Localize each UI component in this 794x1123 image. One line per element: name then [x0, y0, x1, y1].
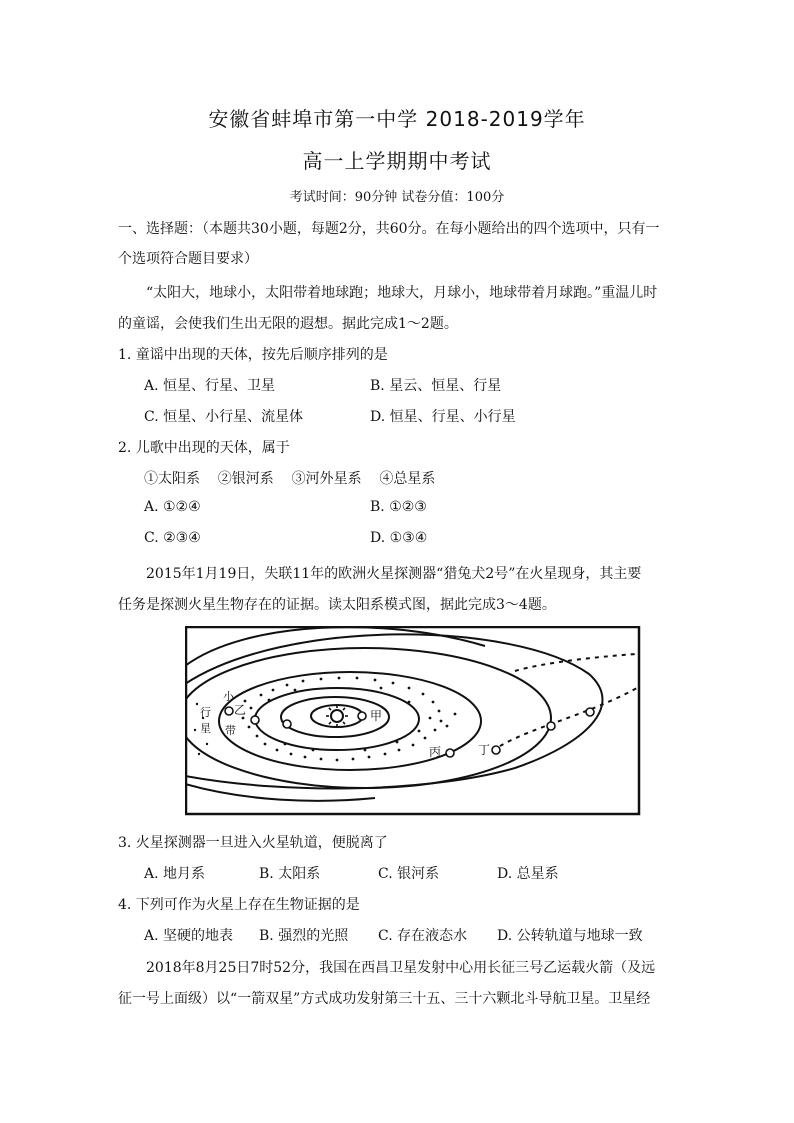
question-3-option-a: A. 地月系 [144, 866, 206, 882]
question-2-option-a: A. ①②④ [144, 499, 201, 515]
question-1-option-c: C. 恒星、小行星、流星体 [144, 409, 304, 425]
passage-1-line-1: “太阳大，地球小，太阳带着地球跑；地球大，月球小，地球带着月球跑。”重温儿时 [146, 285, 658, 301]
planet-bing [446, 749, 454, 757]
question-4-option-d: D. 公转轨道与地球一致 [497, 928, 643, 944]
passage-3-line-1: 2018年8月25日7时52分，我国在西昌卫星发射中心用长征三号乙运载火箭（及远 [146, 960, 656, 976]
sun-icon [331, 710, 343, 722]
planet-ding [492, 746, 500, 754]
label-xing2: 星 [200, 722, 211, 735]
section-heading-line-1: 一、选择题：（本题共30小题，每题2分，共60分。在每小题给出的四个选项中，只有一 [118, 221, 660, 237]
question-1-option-b: B. 星云、恒星、行星 [370, 378, 502, 394]
label-dai: 带 [225, 724, 236, 737]
question-1-option-a: A. 恒星、行星、卫星 [144, 378, 276, 394]
label-jia: 甲 [370, 709, 383, 723]
question-3-option-b: B. 太阳系 [259, 866, 321, 882]
question-4-option-a: A. 坚硬的地表 [144, 928, 234, 944]
question-3-option-d: D. 总星系 [497, 866, 559, 882]
question-2-option-c: C. ②③④ [144, 530, 201, 546]
label-xiao: 小 [223, 690, 234, 703]
title-line-1: 安徽省蚌埠市第一中学 2018-2019学年 [208, 107, 586, 131]
label-xing: 行 [200, 706, 211, 719]
passage-2-line-1: 2015年1月19日，失联11年的欧洲火星探测器“猎兔犬2号”在火星现身，其主要 [146, 566, 642, 582]
planet-yi [251, 716, 259, 724]
question-3-stem: 3. 火星探测器一旦进入火星轨道，便脱离了 [118, 835, 388, 851]
planet-jia [358, 712, 366, 720]
title-line-2: 高一上学期期中考试 [302, 149, 492, 173]
solar-system-figure [185, 626, 641, 816]
planet-jupiter [225, 707, 233, 715]
question-2-option-d: D. ①③④ [370, 530, 428, 546]
question-2-stem: 2. 儿歌中出现的天体，属于 [118, 440, 290, 456]
question-3-option-c: C. 银河系 [378, 866, 440, 882]
label-ding: 丁 [478, 743, 491, 757]
question-1-stem: 1. 童谣中出现的天体，按先后顺序排列的是 [118, 347, 388, 363]
label-bing: 丙 [429, 745, 442, 759]
planet-earth [283, 720, 291, 728]
planet-neptune [586, 708, 594, 716]
question-1-option-d: D. 恒星、行星、小行星 [370, 409, 516, 425]
question-4-option-c: C. 存在液态水 [378, 928, 468, 944]
section-heading-line-2: 个选项符合题目要求） [118, 251, 258, 267]
planet-uranus [547, 722, 555, 730]
passage-3-line-2: 征一号上面级）以“一箭双星”方式成功发射第三十五、三十六颗北斗导航卫星。卫星经 [118, 991, 651, 1007]
passage-2-line-2: 任务是探测火星生物存在的证据。读太阳系模式图，据此完成3～4题。 [118, 597, 556, 613]
exam-info: 考试时间：90分钟 试卷分值：100分 [289, 190, 505, 205]
label-yi: 乙 [234, 703, 247, 717]
question-4-stem: 4. 下列可作为火星上存在生物证据的是 [118, 897, 360, 913]
question-4-option-b: B. 强烈的光照 [259, 928, 349, 944]
question-2-option-b: B. ①②③ [370, 499, 427, 515]
passage-1-line-2: 的童谣，会使我们生出无限的遐想。据此完成1～2题。 [118, 316, 458, 332]
question-2-items: ①太阳系 ②银河系 ③河外星系 ④总星系 [144, 471, 436, 487]
